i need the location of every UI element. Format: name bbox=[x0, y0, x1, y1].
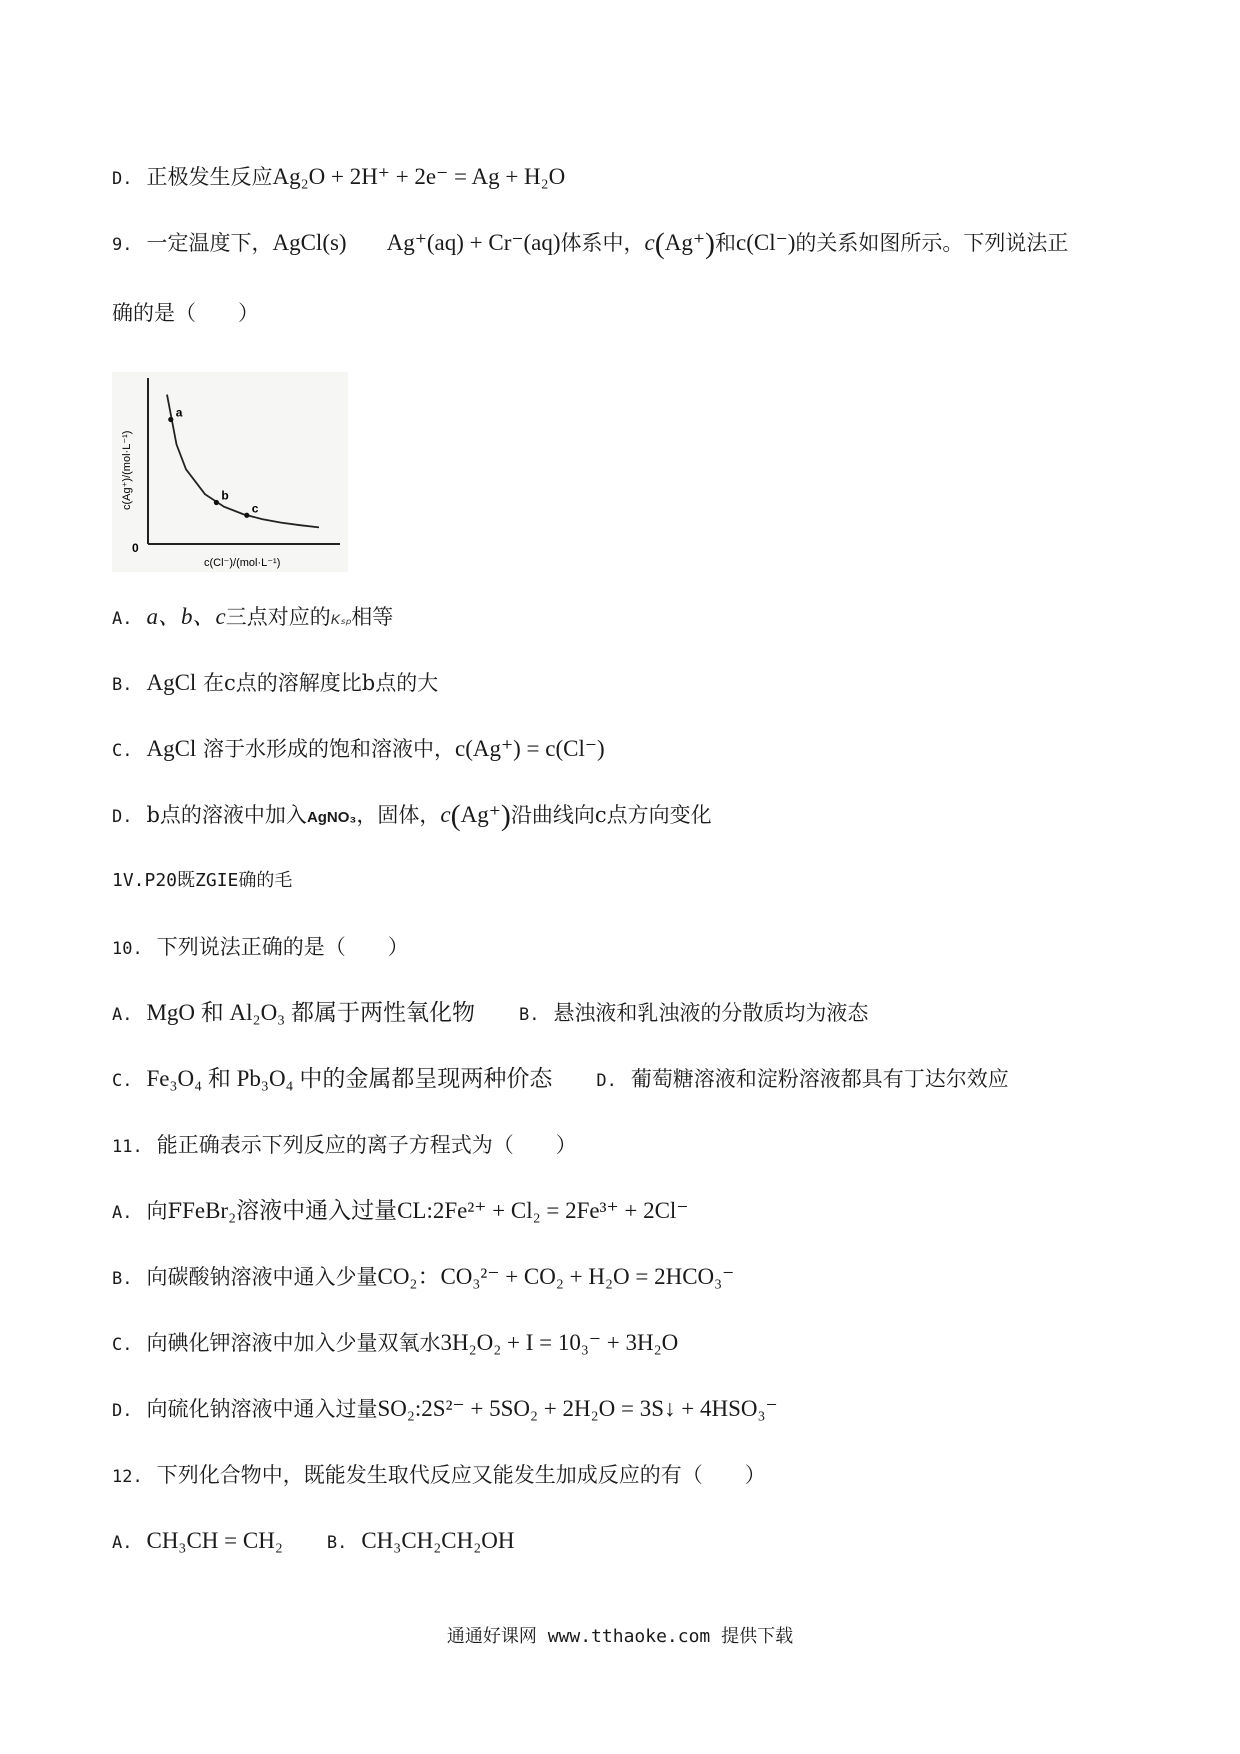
option-label: D. bbox=[596, 1071, 617, 1091]
option-text: 向硫化钠溶液中通入过量 bbox=[146, 1397, 378, 1421]
equation: FeBr₂溶液中通入过量CL:2Fe²⁺ + Cl₂ = 2Fe³⁺ + 2Cl⁻ bbox=[182, 1198, 689, 1223]
option-text-1: b点的溶液中加入 bbox=[146, 803, 307, 827]
option-label: B. bbox=[518, 1005, 540, 1025]
c-cl: c(Cl⁻) bbox=[736, 230, 796, 255]
option-label: B. bbox=[112, 1269, 133, 1289]
option-a-text: MgO 和 Al₂O₃ 都属于两性氧化物 bbox=[146, 1000, 475, 1025]
q11-option-d bbox=[112, 1394, 778, 1426]
stem-text: 下列说法正确的是（ ） bbox=[156, 935, 409, 959]
option-text: 正极发生反应 bbox=[146, 165, 273, 189]
option-label: D. bbox=[112, 169, 133, 189]
q10-options-ab bbox=[112, 998, 868, 1030]
option-label: C. bbox=[112, 741, 133, 761]
q11-option-c bbox=[112, 1328, 678, 1360]
x-axis-label: c(Cl⁻)/(mol·L⁻¹) bbox=[204, 557, 281, 569]
formula: AgCl bbox=[146, 736, 197, 761]
y-axis-label: c(Ag⁺)/(mol·L⁻¹) bbox=[121, 430, 133, 510]
stem-text-2: 体系中， bbox=[560, 231, 645, 255]
page-footer: 通通好课网 www.tthaoke.com 提供下载 bbox=[446, 1626, 794, 1647]
option-label: B. bbox=[326, 1533, 348, 1553]
point-b bbox=[214, 500, 219, 505]
question-number: 10. bbox=[112, 939, 143, 959]
option-label: A. bbox=[112, 609, 133, 629]
point-c bbox=[244, 513, 249, 518]
option-label: D. bbox=[112, 1401, 133, 1421]
stem-text-4: 确的是（ ） bbox=[112, 301, 259, 325]
option-c-text: Fe₃O₄ 和 Pb₃O₄ 中的金属都呈现两种价态 bbox=[146, 1066, 553, 1091]
formula: AgCl bbox=[146, 670, 197, 695]
stem-text: 下列化合物中，既能发生取代反应又能发生加成反应的有（ ） bbox=[156, 1463, 766, 1487]
q8-option-d bbox=[112, 162, 565, 194]
equation: 3H₂O₂ + I = 10₃⁻ + 3H₂O bbox=[440, 1330, 679, 1355]
q11-option-b bbox=[112, 1262, 734, 1294]
question-number: 12. bbox=[112, 1467, 143, 1487]
q10-stem bbox=[112, 932, 409, 964]
option-label: C. bbox=[112, 1071, 133, 1091]
origin-label: 0 bbox=[132, 541, 139, 555]
c-ag: Ag⁺ bbox=[664, 230, 705, 255]
option-text: 三点对应的 bbox=[225, 605, 331, 629]
point-label-c: c bbox=[251, 501, 259, 516]
q9-stem: 9. 一定温度下，AgCl(s) Ag⁺(aq) + Cr⁻(aq)体系中，c(Ag⁺)和c(Cl⁻)的关系如图所示。下列说法正 bbox=[112, 227, 1069, 260]
point-a bbox=[168, 417, 173, 422]
formula: AgNO₃ bbox=[306, 809, 357, 826]
equation: CO₂：CO₃²⁻ + CO₂ + H₂O = 2HCO₃⁻ bbox=[377, 1264, 735, 1289]
option-text: 向F bbox=[146, 1199, 183, 1223]
point-label-a: a bbox=[175, 405, 183, 420]
q9-option-c bbox=[112, 734, 605, 766]
option-b-text: 悬浊液和乳浊液的分散质均为液态 bbox=[553, 1001, 869, 1025]
ksp-symbol: Kₛₚ bbox=[330, 611, 352, 627]
option-text: 溶于水形成的饱和溶液中， bbox=[203, 737, 456, 761]
point-vars: a、b、c bbox=[146, 604, 226, 629]
q12-stem bbox=[112, 1460, 766, 1492]
option-label: D. bbox=[112, 807, 133, 827]
option-label: B. bbox=[112, 675, 133, 695]
option-text: 向碘化钾溶液中加入少量双氧水 bbox=[146, 1331, 441, 1355]
question-number: 11. bbox=[112, 1137, 143, 1157]
noise-line: 1V.P20既ZGIE确的毛 bbox=[112, 870, 293, 891]
q12-options-ab bbox=[112, 1526, 514, 1558]
option-label: A. bbox=[112, 1533, 133, 1553]
q10-options-cd bbox=[112, 1064, 1009, 1096]
c-ag: Ag⁺ bbox=[460, 802, 501, 827]
option-label: C. bbox=[112, 1335, 133, 1355]
products: Ag⁺(aq) + Cr⁻(aq) bbox=[386, 230, 561, 255]
stem-text-1: 一定温度下， bbox=[146, 231, 273, 255]
he: 和 bbox=[715, 231, 736, 255]
equation: SO₂:2S²⁻ + 5SO₂ + 2H₂O = 3S↓ + 4HSO₃⁻ bbox=[377, 1396, 778, 1421]
question-number: 9. bbox=[112, 235, 133, 255]
q9-option-d: D. b点的溶液中加入AgNO₃，固体，c(Ag⁺)沿曲线向c点方向变化 bbox=[112, 799, 712, 832]
option-label: A. bbox=[112, 1005, 133, 1025]
reactant: AgCl(s) bbox=[272, 230, 347, 255]
q11-stem bbox=[112, 1130, 577, 1162]
q9-option-a bbox=[112, 602, 393, 634]
option-label: A. bbox=[112, 1203, 133, 1223]
option-text: 在c点的溶解度比b点的大 bbox=[203, 671, 439, 695]
option-text-2: ，固体， bbox=[356, 803, 441, 827]
option-tail: 相等 bbox=[351, 605, 394, 629]
stem-text: 能正确表示下列反应的离子方程式为（ ） bbox=[156, 1133, 577, 1157]
q9-option-b bbox=[112, 668, 438, 700]
equation: c(Ag⁺) = c(Cl⁻) bbox=[455, 736, 605, 761]
solubility-chart bbox=[112, 372, 348, 572]
option-text-3: 沿曲线向c点方向变化 bbox=[510, 803, 712, 827]
option-a-text: CH₃CH = CH₂ bbox=[146, 1528, 283, 1553]
option-text: 向碳酸钠溶液中通入少量 bbox=[146, 1265, 378, 1289]
option-b-text: CH₃CH₂CH₂OH bbox=[361, 1528, 515, 1553]
q11-option-a bbox=[112, 1196, 688, 1228]
equation: Ag₂O + 2H⁺ + 2e⁻ = Ag + H₂O bbox=[272, 164, 566, 189]
option-d-text: 葡萄糖溶液和淀粉溶液都具有丁达尔效应 bbox=[630, 1067, 1009, 1091]
point-label-b: b bbox=[221, 488, 229, 503]
stem-text-3: 的关系如图所示。下列说法正 bbox=[795, 231, 1069, 255]
q9-stem-cont bbox=[112, 298, 259, 328]
